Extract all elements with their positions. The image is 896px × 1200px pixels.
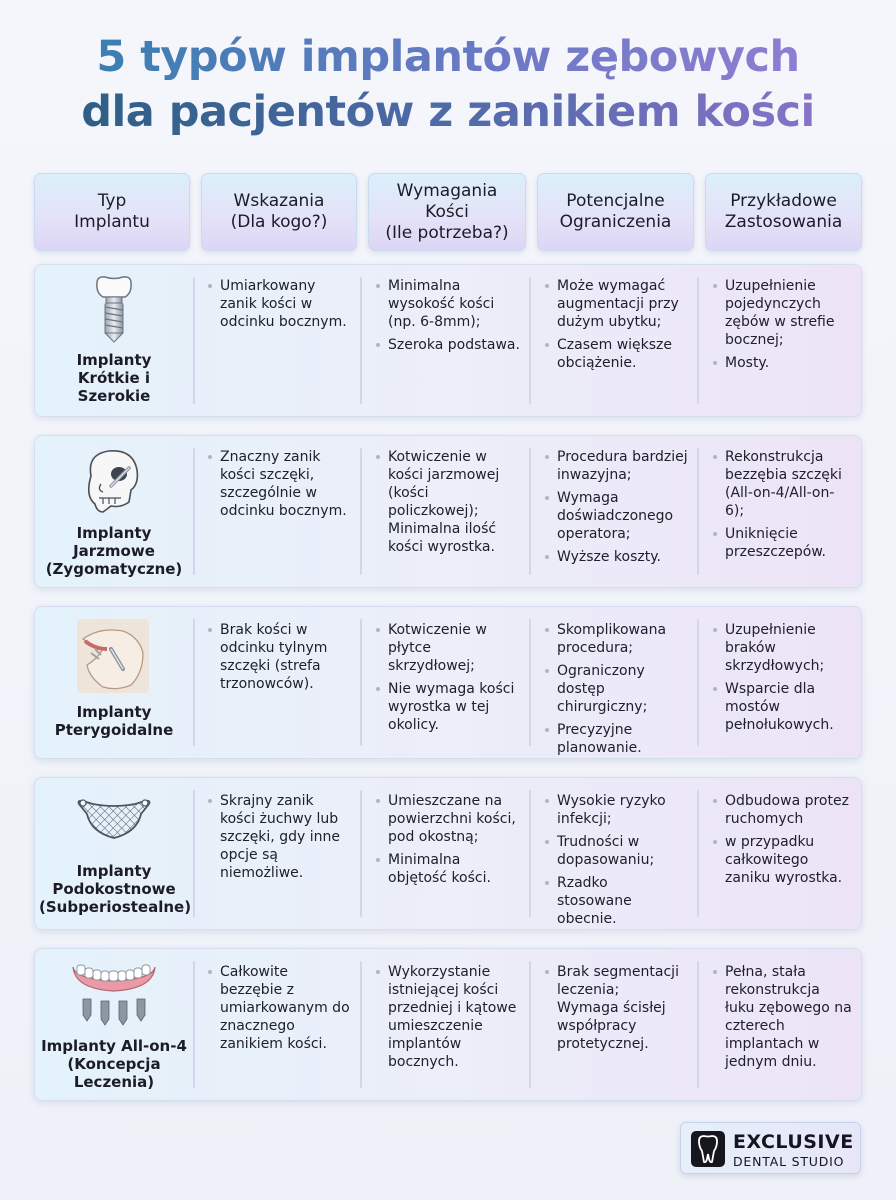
limitation-item: Brak segmentacji leczenia; Wymaga ścisłej współpracy protetycznej.	[557, 963, 695, 1053]
title-line-1: 5 typów implantów zębowych	[96, 30, 799, 85]
header-limitations-label: Potencjalne Ograniczenia	[559, 191, 672, 232]
indication-item: Całkowite bezzębie z umiarkowanym do znacznego zanikiem kości.	[220, 963, 358, 1053]
header-uses	[705, 173, 862, 251]
column-divider	[697, 448, 699, 575]
uses-cell	[725, 448, 863, 566]
limitations-cell	[557, 448, 695, 571]
indication-item: Brak kości w odcinku tylnym szczęki (strefa trzonowców).	[220, 621, 358, 693]
bone-cell	[388, 448, 526, 561]
column-divider	[193, 961, 195, 1088]
title-line-2: dla pacjentów z zanikiem kości	[81, 85, 815, 140]
indications-cell	[220, 792, 358, 887]
column-divider	[360, 961, 362, 1088]
uses-cell	[725, 792, 863, 892]
indication-item: Znaczny zanik kości szczęki, szczególnie w odcinku bocznym.	[220, 448, 358, 520]
bone-item: Kotwiczenie w płytce skrzydłowej;	[388, 621, 526, 675]
limitation-item: Wyższe koszty.	[557, 548, 695, 566]
limitation-item: Czasem większe obciążenie.	[557, 336, 695, 372]
limitations-cell	[557, 621, 695, 762]
header-uses-label: Przykładowe Zastosowania	[724, 191, 843, 232]
column-divider	[360, 790, 362, 917]
implant-name: Implanty Jarzmowe (Zygomatyczne)	[45, 524, 183, 578]
limitation-item: Wymaga doświadczonego operatora;	[557, 489, 695, 543]
bone-cell	[388, 621, 526, 739]
limitations-cell	[557, 963, 695, 1058]
limitations-cell	[557, 792, 695, 933]
header-limitations	[537, 173, 694, 251]
skull-icon	[81, 446, 147, 518]
header-type	[34, 173, 190, 251]
table-row	[34, 435, 862, 588]
bone-cell	[388, 792, 526, 892]
bone-item: Wykorzystanie istniejącej kości przedniej i kątowe umieszczenie implantów bocznych.	[388, 963, 526, 1071]
limitation-item: Ograniczony dostęp chirurgiczny;	[557, 662, 695, 716]
bone-cell	[388, 277, 526, 359]
brand-name: EXCLUSIVE	[733, 1131, 854, 1153]
column-divider	[697, 619, 699, 746]
use-item: w przypadku całkowitego zaniku wyrostka.	[725, 833, 863, 887]
header-bone-label: Wymagania Kości (Ile potrzeba?)	[385, 180, 509, 243]
limitation-item: Wysokie ryzyko infekcji;	[557, 792, 695, 828]
column-divider	[697, 790, 699, 917]
implant-name: Implanty All-on-4 (Koncepcja Leczenia)	[41, 1037, 187, 1091]
limitation-item: Skomplikowana procedura;	[557, 621, 695, 657]
header-type-label: Typ Implantu	[74, 191, 150, 232]
column-divider	[360, 619, 362, 746]
limitation-item: Procedura bardziej inwazyjna;	[557, 448, 695, 484]
uses-cell	[725, 963, 863, 1076]
use-item: Rekonstrukcja bezzębia szczęki (All-on-4/All-on- 6);	[725, 448, 863, 520]
bone-item: Minimalna objętość kości.	[388, 851, 526, 887]
header-indications	[201, 173, 357, 251]
limitations-cell	[557, 277, 695, 377]
table-row	[34, 264, 862, 417]
column-divider	[360, 448, 362, 575]
limitation-item: Trudności w dopasowaniu;	[557, 833, 695, 869]
column-divider	[697, 277, 699, 404]
indications-cell	[220, 621, 358, 698]
use-item: Uniknięcie przeszczepów.	[725, 525, 863, 561]
implant-name: Implanty Podokostnowe (Subperiostealne)	[39, 862, 192, 916]
use-item: Mosty.	[725, 354, 863, 372]
limitation-item: Może wymagać augmentacji przy dużym ubytku;	[557, 277, 695, 331]
short-implant-icon	[91, 275, 137, 347]
use-item: Wsparcie dla mostów pełnołukowych.	[725, 680, 863, 734]
implant-name: Implanty Pterygoidalne	[54, 703, 174, 739]
bone-item: Kotwiczenie w kości jarzmowej (kości policzkowej); Minimalna ilość kości wyrostka.	[388, 448, 526, 556]
column-divider	[697, 961, 699, 1088]
column-divider	[529, 790, 531, 917]
bone-cell	[388, 963, 526, 1076]
indications-cell	[220, 448, 358, 525]
tooth-logo-icon	[691, 1131, 725, 1167]
brand-logo	[680, 1122, 861, 1174]
use-item: Uzupełnienie pojedynczych zębów w strefie bocznej;	[725, 277, 863, 349]
header-bone	[368, 173, 526, 251]
uses-cell	[725, 277, 863, 377]
brand-subtitle: DENTAL STUDIO	[733, 1154, 845, 1169]
column-divider	[529, 961, 531, 1088]
mesh-frame-icon	[75, 798, 153, 844]
column-divider	[360, 277, 362, 404]
jaw-icon	[77, 619, 149, 693]
header-indications-label: Wskazania (Dla kogo?)	[230, 191, 328, 232]
column-divider	[193, 448, 195, 575]
uses-cell	[725, 621, 863, 739]
column-divider	[529, 277, 531, 404]
use-item: Odbudowa protez ruchomych	[725, 792, 863, 828]
table-row	[34, 948, 862, 1101]
column-divider	[193, 790, 195, 917]
indications-cell	[220, 277, 358, 336]
column-divider	[193, 619, 195, 746]
column-divider	[529, 619, 531, 746]
limitation-item: Rzadko stosowane obecnie.	[557, 874, 695, 928]
indication-item: Umiarkowany zanik kości w odcinku bocznym.	[220, 277, 358, 331]
indications-cell	[220, 963, 358, 1058]
use-item: Uzupełnienie braków skrzydłowych;	[725, 621, 863, 675]
bone-item: Szeroka podstawa.	[388, 336, 526, 354]
indication-item: Skrajny zanik kości żuchwy lub szczęki, gdy inne opcje są niemożliwe.	[220, 792, 358, 882]
implant-name: Implanty Krótkie i Szerokie	[76, 351, 152, 405]
all-on-4-icon	[69, 959, 159, 1031]
bone-item: Nie wymaga kości wyrostka w tej okolicy.	[388, 680, 526, 734]
table-row	[34, 777, 862, 930]
bone-item: Umieszczane na powierzchni kości, pod okostną;	[388, 792, 526, 846]
use-item: Pełna, stała rekonstrukcja łuku zębowego na czterech implantach w jednym dniu.	[725, 963, 863, 1071]
bone-item: Minimalna wysokość kości (np. 6-8mm);	[388, 277, 526, 331]
page-title	[0, 30, 896, 140]
column-divider	[529, 448, 531, 575]
column-divider	[193, 277, 195, 404]
limitation-item: Precyzyjne planowanie.	[557, 721, 695, 757]
table-row	[34, 606, 862, 759]
